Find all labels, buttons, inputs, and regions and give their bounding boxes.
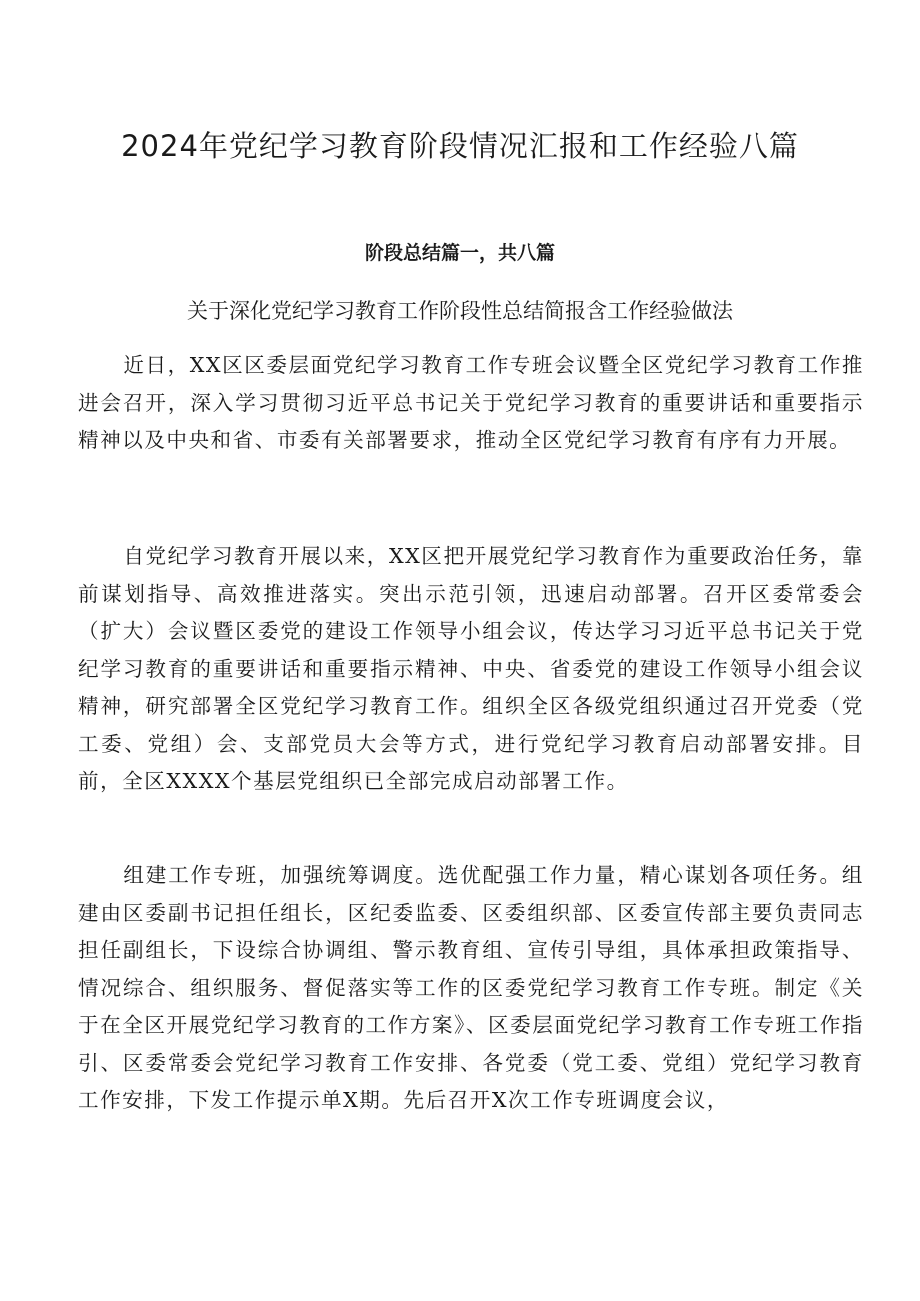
body-paragraph-2: 自党纪学习教育开展以来，XX区把开展党纪学习教育作为重要政治任务，靠前谋划指导、高效推进落实。突出示范引领，迅速启动部署。召开区委常委会（扩大）会议暨区委党的建设工作领导小组会议，传达学习习近平总书记关于党纪学习教育的重要讲话和重要指示精神、中央、省委党的建设工作领导小组会议精神，研究部署全区党纪学习教育工作。组织全区各级党组织通过召开党委（党工委、党组）会、支部党员大会等方式，进行党纪学习教育启动部署安排。目前，全区XXXX个基层党组织已全部完成启动部署工作。 [78, 544, 864, 793]
section-label: 阶段总结篇一，共八篇 [364, 242, 555, 264]
section-heading: 关于深化党纪学习教育工作阶段性总结简报含工作经验做法 [187, 299, 733, 323]
body-paragraph-1: 近日，XX区区委层面党纪学习教育工作专班会议暨全区党纪学习教育工作推进会召开，深入学习贯彻习近平总书记关于党纪学习教育的重要讲话和重要指示精神以及中央和省、市委有关部署要求，推动全区党纪学习教育有序有力开展。 [78, 353, 864, 452]
body-paragraph-3: 组建工作专班，加强统筹调度。选优配强工作力量，精心谋划各项任务。组建由区委副书记担任组长，区纪委监委、区委组织部、区委宣传部主要负责同志担任副组长，下设综合协调组、警示教育组、宣传引导组，具体承担政策指导、情况综合、组织服务、督促落实等工作的区委党纪学习教育工作专班。制定《关于在全区开展党纪学习教育的工作方案》、区委层面党纪学习教育工作专班工作指引、区委常委会党纪学习教育工作安排、各党委（党工委、党组）党纪学习教育工作安排，下发工作提示单X期。先后召开X次工作专班调度会议， [78, 863, 864, 1112]
document-title: 2024年党纪学习教育阶段情况汇报和工作经验八篇 [121, 129, 799, 163]
